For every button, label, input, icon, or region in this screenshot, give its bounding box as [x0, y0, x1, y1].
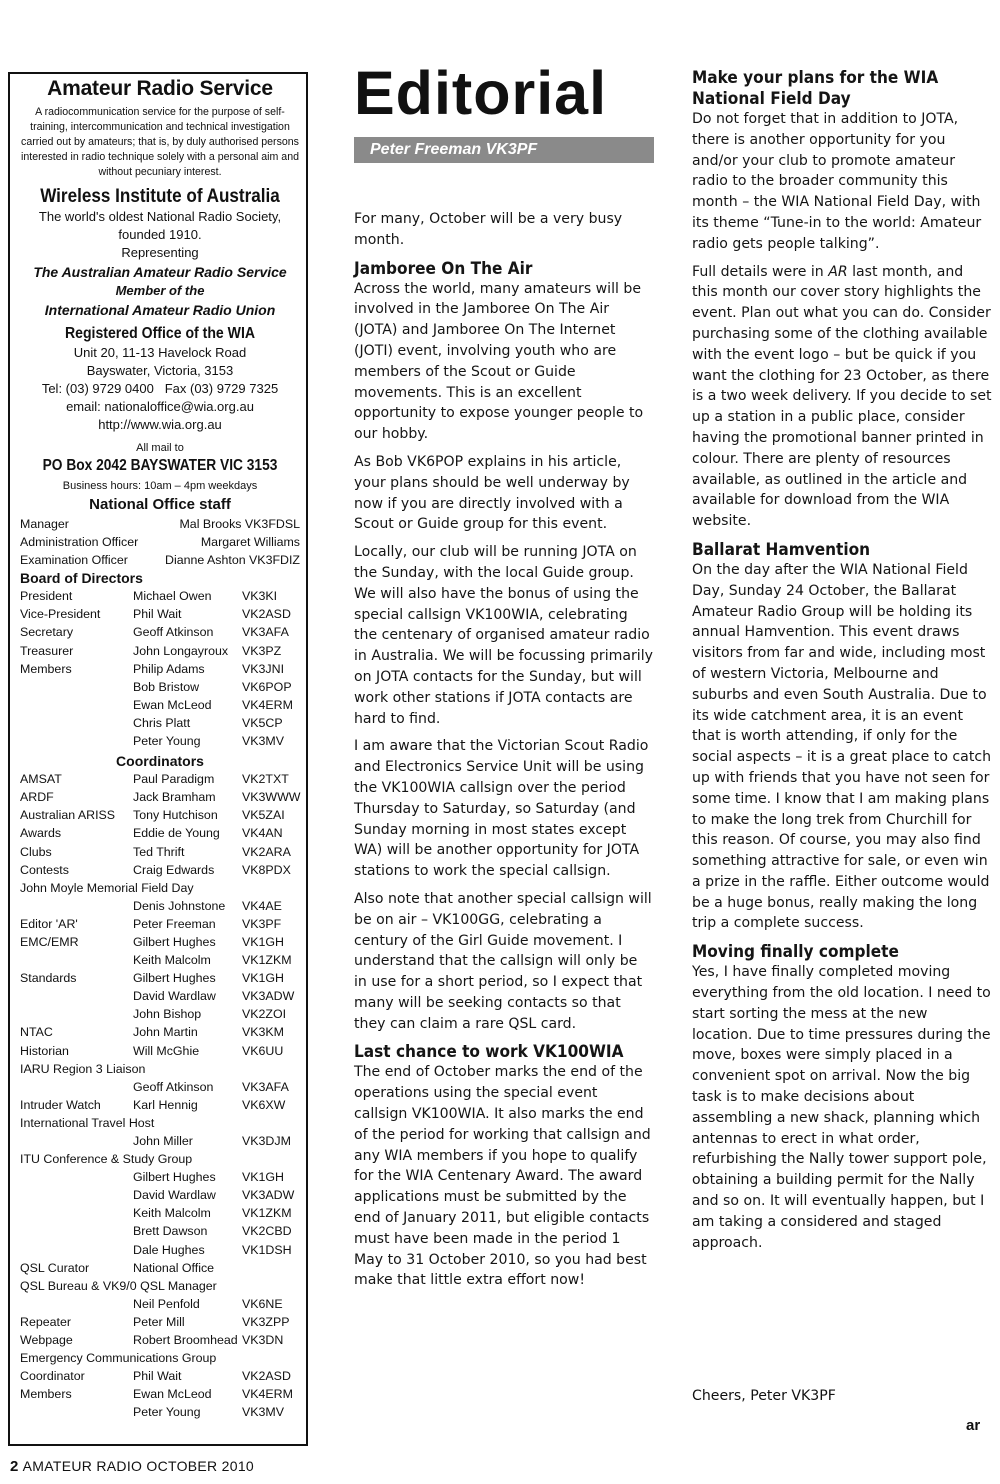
coordinator-name: Jack Bramham — [133, 790, 216, 805]
coordinator-role: EMC/EMR — [20, 934, 79, 949]
director-callsign: VK3JNI — [242, 661, 285, 676]
coordinator-name: Craig Edwards — [133, 862, 215, 877]
coordinator-role: QSL Bureau & VK9/0 QSL Manager — [20, 1278, 217, 1293]
coordinator-row — [20, 879, 300, 897]
coordinator-name: Tony Hutchison — [133, 808, 218, 823]
coordinator-name: Karl Hennig — [133, 1097, 198, 1112]
coordinator-role — [20, 1295, 133, 1313]
iaru-name: International Amateur Radio Union — [44, 302, 276, 318]
coordinator-row — [20, 806, 300, 824]
coordinator-role: ITU Conference & Study Group — [20, 1152, 193, 1167]
coordinator-role: Coordinator — [20, 1369, 85, 1384]
director-callsign: VK4ERM — [242, 697, 293, 712]
coordinator-name: David Wardlaw — [133, 1188, 216, 1203]
coordinator-name: Peter Freeman — [133, 916, 216, 931]
coordinator-row — [20, 1277, 300, 1295]
coordinator-row — [20, 1222, 300, 1240]
director-role: Treasurer — [20, 643, 74, 658]
coordinator-callsign: VK3ZPP — [242, 1314, 290, 1329]
director-callsign: VK6POP — [242, 679, 292, 694]
sidebar-title: Amateur Radio Service — [47, 77, 273, 100]
coordinator-name: Peter Young — [133, 1405, 201, 1420]
footer-text: AMATEUR RADIO OCTOBER 2010 — [22, 1458, 254, 1474]
coordinator-name: David Wardlaw — [133, 989, 216, 1004]
coordinator-callsign: VK4AE — [242, 898, 282, 913]
coordinator-row — [20, 1331, 300, 1349]
coordinator-name: Neil Penfold — [133, 1296, 200, 1311]
coordinator-callsign: VK2CBD — [242, 1224, 292, 1239]
director-callsign: VK3KI — [242, 589, 278, 604]
coordinator-name: Brett Dawson — [133, 1224, 208, 1239]
coordinator-role: ARDF — [20, 790, 54, 805]
coordinator-name: Keith Malcolm — [133, 1206, 211, 1221]
coordinator-name: Ewan McLeod — [133, 1387, 212, 1402]
coordinator-callsign: VK4AN — [242, 826, 283, 841]
coordinator-callsign: VK1GH — [242, 934, 285, 949]
coordinator-row — [20, 1132, 300, 1150]
coordinator-callsign: VK4ERM — [242, 1387, 293, 1402]
wia-info-box — [8, 72, 308, 1446]
paragraph: Yes, I have finally completed moving everything from the old location. I need to start sorting the mess at the new location. Due to time pressures during the move, boxes were simply placed in a convenient spot on arrival. Now the big task is to make decisions about assembling a new shack, planning which antennas to erect in what order, refurbishing the Nally tower support pole, obtaining a building permit for the Nally and so on. It will eventually happen, but I am taking a considered and staged approach. — [692, 964, 991, 1251]
coordinator-row — [20, 915, 300, 933]
staff-role: Administration Officer — [20, 535, 139, 550]
director-name: Chris Platt — [133, 715, 191, 730]
article-column-1 — [354, 209, 654, 1298]
editorial-title: Editorial — [354, 59, 608, 127]
director-callsign: VK5CP — [242, 715, 283, 730]
coordinator-row — [20, 1096, 300, 1114]
org-founded: founded 1910. — [118, 227, 202, 242]
director-row — [20, 660, 300, 678]
phone-fax-line — [20, 380, 300, 398]
coordinator-callsign: VK3WWW — [242, 790, 301, 805]
coordinator-callsign: VK3KM — [242, 1025, 285, 1040]
phone-number: Tel: (03) 9729 0400 — [41, 381, 154, 396]
coordinator-name: Ted Thrift — [133, 844, 185, 859]
staff-row — [20, 515, 300, 533]
director-row — [20, 714, 300, 732]
director-row — [20, 678, 300, 696]
coordinator-name: Phil Wait — [133, 1369, 182, 1384]
coordinator-row — [20, 1349, 300, 1367]
coordinator-callsign: VK6NE — [242, 1296, 283, 1311]
director-name: Ewan McLeod — [133, 697, 212, 712]
coordinator-callsign: VK2ZOI — [242, 1007, 287, 1022]
paragraph: On the day after the WIA National Field Day, Sunday 24 October, the Ballarat Amateur Radio Group will be holding its annual Hamvention. This event draws visitors from far and wide, including most of western Victoria, Melbourne and suburbs and even South Australia. Due to its wide catchment area, it is an event that is worth attending, if only for the social aspects – it is a great place to catch up with friends that you have not seen for some time. I know that I am making plans to make the long trek from Churchill for this reason. Of course, you may also find something attractive for sale, or even win a prize in the raffle. Either outcome would be a huge bonus, really making the long trip a complete success. — [692, 561, 992, 932]
board-list — [20, 587, 300, 750]
coordinator-row — [20, 1023, 300, 1041]
coordinator-callsign: VK2ARA — [242, 844, 291, 859]
coordinator-callsign: VK2TXT — [242, 772, 289, 787]
staff-list — [20, 515, 300, 569]
coordinator-row — [20, 969, 300, 987]
coordinator-row — [20, 1259, 300, 1277]
email-address: email: nationaloffice@wia.org.au — [66, 399, 254, 414]
director-row — [20, 732, 300, 750]
coordinator-name: Will McGhie — [133, 1043, 200, 1058]
coordinator-row — [20, 770, 300, 788]
director-name: Phil Wait — [133, 607, 182, 622]
paragraph: Do not forget that in addition to JOTA, there is another opportunity for you and/or your club to promote amateur radio to the broader community this month – the WIA National Field Day, with its theme “Tune-in to the world: Amateur radio gets people talking”. — [692, 111, 982, 252]
coordinator-row — [20, 897, 300, 915]
coordinator-row — [20, 1042, 300, 1060]
staff-role: Manager — [20, 517, 69, 531]
coordinator-role: Standards — [20, 971, 77, 986]
coordinator-row — [20, 1078, 300, 1096]
coordinator-role — [20, 1132, 133, 1150]
coordinator-callsign — [242, 1259, 300, 1277]
coordinator-role: Historian — [20, 1043, 69, 1058]
coordinator-row — [20, 1313, 300, 1331]
section-heading: Last chance to work VK100WIA — [354, 1042, 624, 1062]
office-heading: Registered Office of the WIA — [64, 325, 256, 342]
coordinator-row — [20, 1060, 300, 1078]
director-role: Vice-President — [20, 607, 101, 622]
coordinator-role — [20, 1005, 133, 1023]
coordinator-row — [20, 933, 300, 951]
coordinator-callsign: VK3ADW — [242, 989, 295, 1004]
director-role — [20, 696, 133, 714]
coordinator-row — [20, 861, 300, 879]
org-name: Wireless Institute of Australia — [40, 186, 280, 207]
coordinator-role: Webpage — [20, 1333, 73, 1348]
coordinator-callsign: VK6UU — [242, 1043, 284, 1058]
website-url: http://www.wia.org.au — [98, 417, 222, 432]
coordinator-row — [20, 1403, 300, 1421]
coordinator-row — [20, 1241, 300, 1259]
coordinator-role: QSL Curator — [20, 1260, 90, 1275]
coordinator-role: Intruder Watch — [20, 1097, 101, 1112]
board-heading: Board of Directors — [20, 570, 143, 587]
business-hours: Business hours: 10am – 4pm weekdays — [62, 480, 258, 492]
coordinator-role: John Moyle Memorial Field Day — [20, 880, 194, 895]
coordinator-callsign: VK3PF — [242, 916, 282, 931]
coordinator-callsign: VK3DJM — [242, 1134, 291, 1148]
coordinator-role: NTAC — [20, 1025, 53, 1040]
director-name: Geoff Atkinson — [133, 625, 214, 640]
coordinator-role — [20, 1186, 133, 1204]
coordinator-callsign: VK3ADW — [242, 1188, 295, 1203]
paragraph: Also note that another special callsign will be on air – VK100GG, celebrating a century of the Girl Guide movement. I understand that the callsign will only be in use for a short period, so I expect that many will be seeking contacts so that they can claim a rare QSL card. — [354, 890, 652, 1032]
coordinator-role — [20, 1168, 133, 1186]
end-mark: ar — [966, 1417, 981, 1434]
director-callsign: VK3MV — [242, 734, 285, 749]
paragraph: The end of October marks the end of the operations using the special event callsign VK100WIA. It also marks the end of the period for working that callsign and any WIA members if you hope to qualify for the WIA Centenary Award. The award applications must be submitted by the end of January 2011, but eligible contacts must have been made in the period 1 May to 31 October 2010, so you had best make that little extra effort now! — [354, 1064, 651, 1289]
paragraph: Full details were in AR last month, and this month our cover story highlights the event. Plan out what you can do. Consider purchasing some of the clothing available with the event logo – but be quick if you want the clothing for 23 October, as there is a two week delivery. If you decide to set up a station in a public place, consider having the promotional banner printed in colour. There are plenty of resources available, as outlined in the article and available for download from the WIA website. — [692, 263, 992, 530]
director-name: John Longayroux — [133, 643, 229, 658]
coordinator-row — [20, 1295, 300, 1313]
coordinator-callsign: VK2ASD — [242, 1369, 291, 1384]
coordinator-callsign: VK1DSH — [242, 1242, 292, 1257]
coordinator-name: Eddie de Young — [133, 826, 220, 841]
all-mail-label: All mail to — [136, 442, 184, 454]
coordinator-row — [20, 1168, 300, 1186]
address-line-2: Bayswater, Victoria, 3153 — [86, 363, 234, 378]
coordinator-role: Contests — [20, 862, 69, 877]
coordinator-role: Emergency Communications Group — [20, 1351, 217, 1366]
coordinator-row — [20, 788, 300, 806]
director-name: Peter Young — [133, 734, 201, 749]
coordinator-name: Robert Broomhead — [133, 1333, 238, 1348]
fax-number: Fax (03) 9729 7325 — [164, 381, 279, 396]
coordinator-role — [20, 1222, 133, 1240]
director-row — [20, 642, 300, 660]
coordinator-role: Editor 'AR' — [20, 916, 78, 931]
coordinator-row — [20, 1150, 300, 1168]
coordinator-row — [20, 1204, 300, 1222]
address-line-1: Unit 20, 11-13 Havelock Road — [73, 345, 247, 360]
staff-role: Examination Officer — [20, 553, 128, 568]
service-description: A radiocommunication service for the purpose of self-training, intercommunication and technical investigation carried out by amateurs; that is, by duly authorised persons interested in radio technique solely with a personal aim and without pecuniary interest. — [21, 106, 299, 178]
article-column-2 — [692, 67, 992, 1260]
director-callsign: VK2ASD — [242, 607, 291, 622]
coordinator-name: Gilbert Hughes — [133, 1170, 216, 1185]
coordinator-row — [20, 824, 300, 842]
director-row — [20, 587, 300, 605]
org-tagline: The world's oldest National Radio Society, — [38, 209, 282, 224]
director-role: President — [20, 589, 73, 604]
coordinator-role: Members — [20, 1387, 72, 1402]
coordinator-role: International Travel Host — [20, 1115, 155, 1130]
coordinator-role: IARU Region 3 Liaison — [20, 1061, 146, 1076]
coordinator-role — [20, 951, 133, 969]
coordinator-row — [20, 951, 300, 969]
coordinator-callsign: VK1ZKM — [242, 1206, 292, 1221]
po-box: PO Box 2042 BAYSWATER VIC 3153 — [42, 457, 278, 474]
coordinator-role: Awards — [20, 826, 62, 841]
coordinator-role — [20, 1241, 133, 1259]
coordinator-row — [20, 1367, 300, 1385]
coordinator-name: Denis Johnstone — [133, 898, 226, 913]
coordinator-name: John Miller — [133, 1134, 193, 1148]
staff-row — [20, 533, 300, 551]
paragraph: I am aware that the Victorian Scout Radio and Electronics Service Unit will be using the VK100WIA callsign over the period Thursday to Saturday, so Saturday (and Sunday morning in most states except WA) will be another opportunity for JOTA stations to work the special callsign. — [354, 738, 649, 880]
coordinator-callsign: VK3MV — [242, 1405, 285, 1420]
coordinator-callsign: VK1GH — [242, 971, 285, 986]
paragraph: As Bob VK6POP explains in his article, your plans should be well underway by now if you are directly involved with a Scout or Guide group for this event. — [354, 453, 630, 533]
coordinator-role — [20, 897, 133, 915]
coordinator-name: John Bishop — [133, 1007, 202, 1022]
coordinator-role: Clubs — [20, 844, 52, 859]
page-number: 2 — [10, 1458, 19, 1475]
coordinators-list — [20, 770, 300, 1421]
director-row — [20, 605, 300, 623]
member-of-label: Member of the — [115, 283, 205, 298]
coordinator-row — [20, 1005, 300, 1023]
coordinator-row — [20, 1114, 300, 1132]
director-callsign: VK3AFA — [242, 625, 289, 640]
coordinators-heading: Coordinators — [116, 753, 204, 770]
director-name: Philip Adams — [133, 661, 205, 676]
director-name: Bob Bristow — [133, 679, 200, 694]
coordinator-role — [20, 1204, 133, 1222]
representing-label: Representing — [121, 245, 199, 260]
coordinator-callsign: VK6XW — [242, 1097, 286, 1112]
director-role — [20, 678, 133, 696]
paragraph: For many, October will be a very busy month. — [354, 211, 623, 248]
author-byline: Peter Freeman VK3PF — [354, 137, 654, 163]
paragraph: Locally, our club will be running JOTA on the Sunday, with the local Guide group. We will also have the bonus of using the special callsign VK100WIA, celebrating the centenary of organised amateur radio in Australia. We will be focussing primarily on JOTA contacts for the Sunday, but will work other stations if JOTA contacts are hard to find. — [354, 544, 653, 727]
section-heading: Make your plans for the WIA National Field Day — [692, 68, 939, 108]
coordinator-role: Repeater — [20, 1314, 71, 1329]
coordinator-name: Gilbert Hughes — [133, 934, 216, 949]
coordinator-name: National Office — [133, 1260, 215, 1275]
coordinator-role — [20, 987, 133, 1005]
director-role — [20, 732, 133, 750]
signoff: Cheers, Peter VK3PF — [692, 1388, 836, 1404]
coordinator-row — [20, 987, 300, 1005]
coordinator-name: Peter Mill — [133, 1314, 185, 1329]
director-role: Members — [20, 661, 72, 676]
coordinator-name: John Martin — [133, 1025, 198, 1040]
section-heading: Ballarat Hamvention — [692, 539, 871, 559]
director-role — [20, 714, 133, 732]
coordinator-name: Dale Hughes — [133, 1242, 205, 1257]
coordinator-name: Gilbert Hughes — [133, 971, 216, 986]
coordinator-name: Paul Paradigm — [133, 772, 215, 787]
staff-name: Margaret Williams — [200, 535, 300, 550]
coordinator-role: AMSAT — [20, 772, 62, 787]
coordinator-name: Keith Malcolm — [133, 953, 211, 968]
service-name: The Australian Amateur Radio Service — [33, 264, 287, 280]
coordinator-callsign: VK5ZAI — [242, 808, 285, 823]
coordinator-role: Australian ARISS — [20, 808, 116, 823]
coordinator-callsign: VK1ZKM — [242, 953, 292, 968]
coordinator-callsign: VK3AFA — [242, 1079, 289, 1094]
publication-name: AR — [828, 263, 848, 280]
paragraph: Across the world, many amateurs will be involved in the Jamboree On The Air (JOTA) and Jamboree On The Internet (JOTI) event, involving youth who are members of the Scout or Guide movements. This is an excellent opportunity to expose younger people to our hobby. — [354, 280, 644, 443]
page-footer — [10, 1458, 254, 1475]
section-heading: Jamboree On The Air — [354, 258, 533, 278]
coordinator-row — [20, 1385, 300, 1403]
coordinator-callsign: VK3DN — [242, 1333, 284, 1348]
coordinator-row — [20, 1186, 300, 1204]
coordinator-role — [20, 1078, 133, 1096]
staff-name: Mal Brooks VK3FDSL — [179, 517, 300, 531]
director-callsign: VK3PZ — [242, 643, 282, 658]
coordinator-row — [20, 843, 300, 861]
director-role: Secretary — [20, 625, 74, 640]
section-heading: Moving finally complete — [692, 942, 899, 962]
coordinator-role — [20, 1403, 133, 1421]
director-row — [20, 623, 300, 641]
coordinator-name: Geoff Atkinson — [133, 1079, 214, 1094]
staff-row — [20, 551, 300, 569]
staff-name: Dianne Ashton VK3FDIZ — [165, 553, 300, 568]
staff-heading: National Office staff — [89, 496, 231, 513]
director-name: Michael Owen — [133, 589, 212, 604]
coordinator-callsign: VK8PDX — [242, 862, 291, 877]
coordinator-callsign: VK1GH — [242, 1170, 285, 1185]
director-row — [20, 696, 300, 714]
